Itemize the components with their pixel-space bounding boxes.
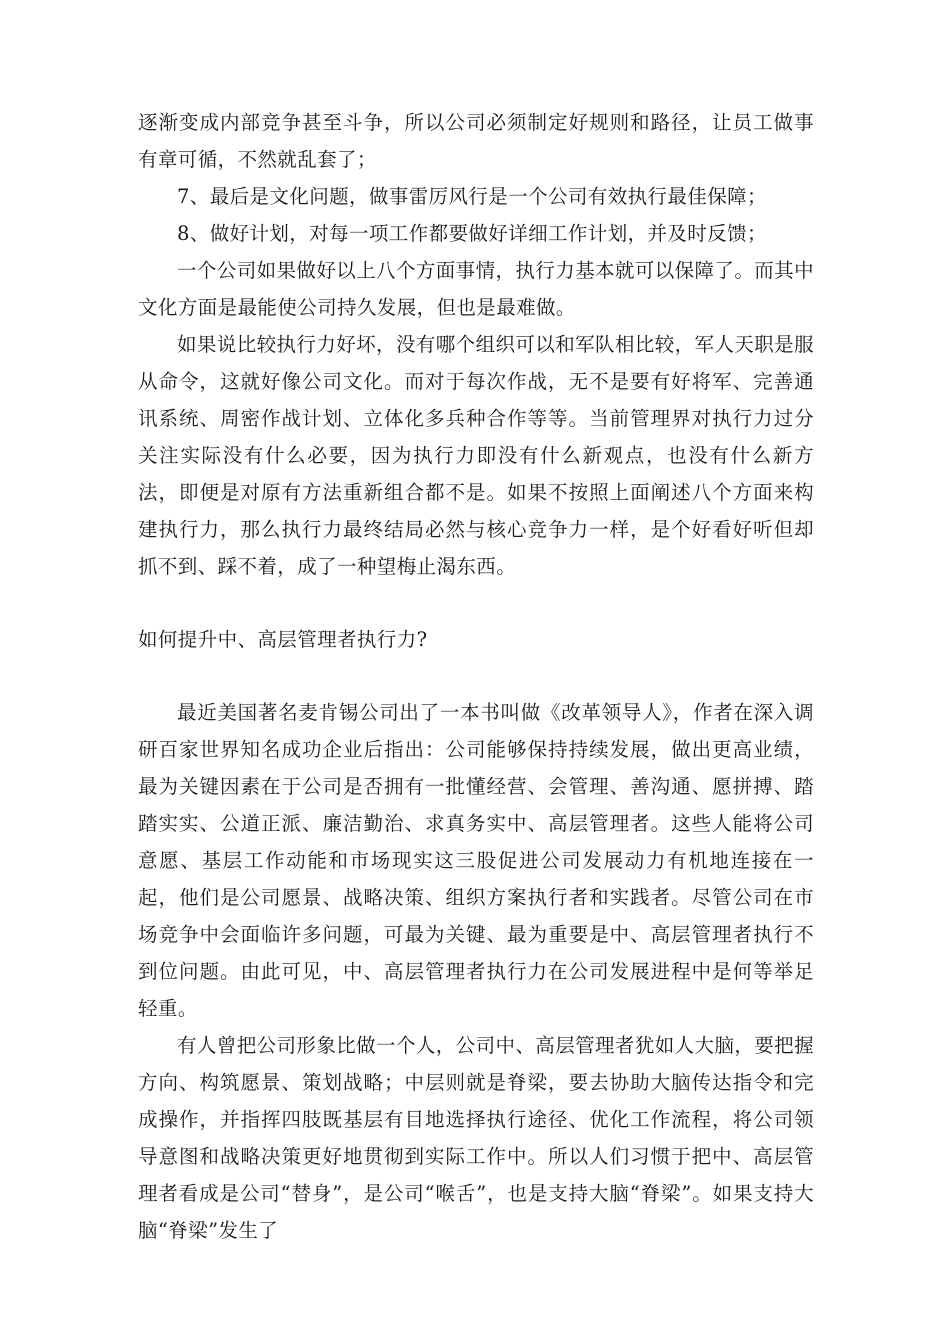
spacer — [138, 585, 814, 621]
paragraph-military-comparison: 如果说比较执行力好坏，没有哪个组织可以和军队相比较，军人天职是服从命令，这就好像公司文化。而对于每次作战，无不是要有好将军、完善通讯系统、周密作战计划、立体化多兵种合作等等。当前管理界对执行力过分关注实际没有什么必要，因为执行力即没有什么新观点，也没有什么新方法，即便是对原有方法重新组合都不是。如果不按照上面阐述八个方面来构建执行力，那么执行力最终结局必然与核心竞争力一样，是个好看好听但却抓不到、踩不着，成了一种望梅止渴东西。 — [138, 333, 814, 578]
paragraph-continuation: 逐渐变成内部竞争甚至斗争，所以公司必须制定好规则和路径，让员工做事有章可循，不然就乱套了； — [138, 111, 814, 171]
section-heading: 如何提升中、高层管理者执行力? — [138, 628, 428, 651]
paragraph-summary: 一个公司如果做好以上八个方面事情，执行力基本就可以保障了。而其中文化方面是最能使公司持久发展，但也是最难做。 — [138, 259, 814, 319]
paragraph-item-8: 8、做好计划，对每一项工作都要做好详细工作计划，并及时反馈； — [177, 222, 767, 245]
paragraph-brain-metaphor: 有人曾把公司形象比做一个人，公司中、高层管理者犹如人大脑，要把握方向、构筑愿景、策划战略；中层则就是脊梁，要去协助大脑传达指令和完成操作，并指挥四肢既基层有目地选择执行途径、优化工作流程，将公司领导意图和战略决策更好地贯彻到实际工作中。所以人们习惯于把中、高层管理者看成是公司“替身”，是公司“喉舌”，也是支持大脑“脊梁”。如果支持大脑“脊梁”发生了 — [138, 1034, 814, 1242]
spacer — [138, 658, 814, 694]
document-page — [138, 104, 814, 1249]
paragraph-mckinsey: 最近美国著名麦肯锡公司出了一本书叫做《改革领导人》，作者在深入调研百家世界知名成功企业后指出：公司能够保持持续发展，做出更高业绩，最为关键因素在于公司是否拥有一批懂经营、会管理、善沟通、愿拼搏、踏踏实实、公道正派、廉洁勤治、求真务实中、高层管理者。这些人能将公司意愿、基层工作动能和市场现实这三股促进公司发展动力有机地连接在一起，他们是公司愿景、战略决策、组织方案执行者和实践者。尽管公司在市场竞争中会面临许多问题，可最为关键、最为重要是中、高层管理者执行不到位问题。由此可见，中、高层管理者执行力在公司发展进程中是何等举足轻重。 — [138, 701, 814, 1020]
paragraph-item-7: 7、最后是文化问题，做事雷厉风行是一个公司有效执行最佳保障； — [177, 185, 767, 208]
